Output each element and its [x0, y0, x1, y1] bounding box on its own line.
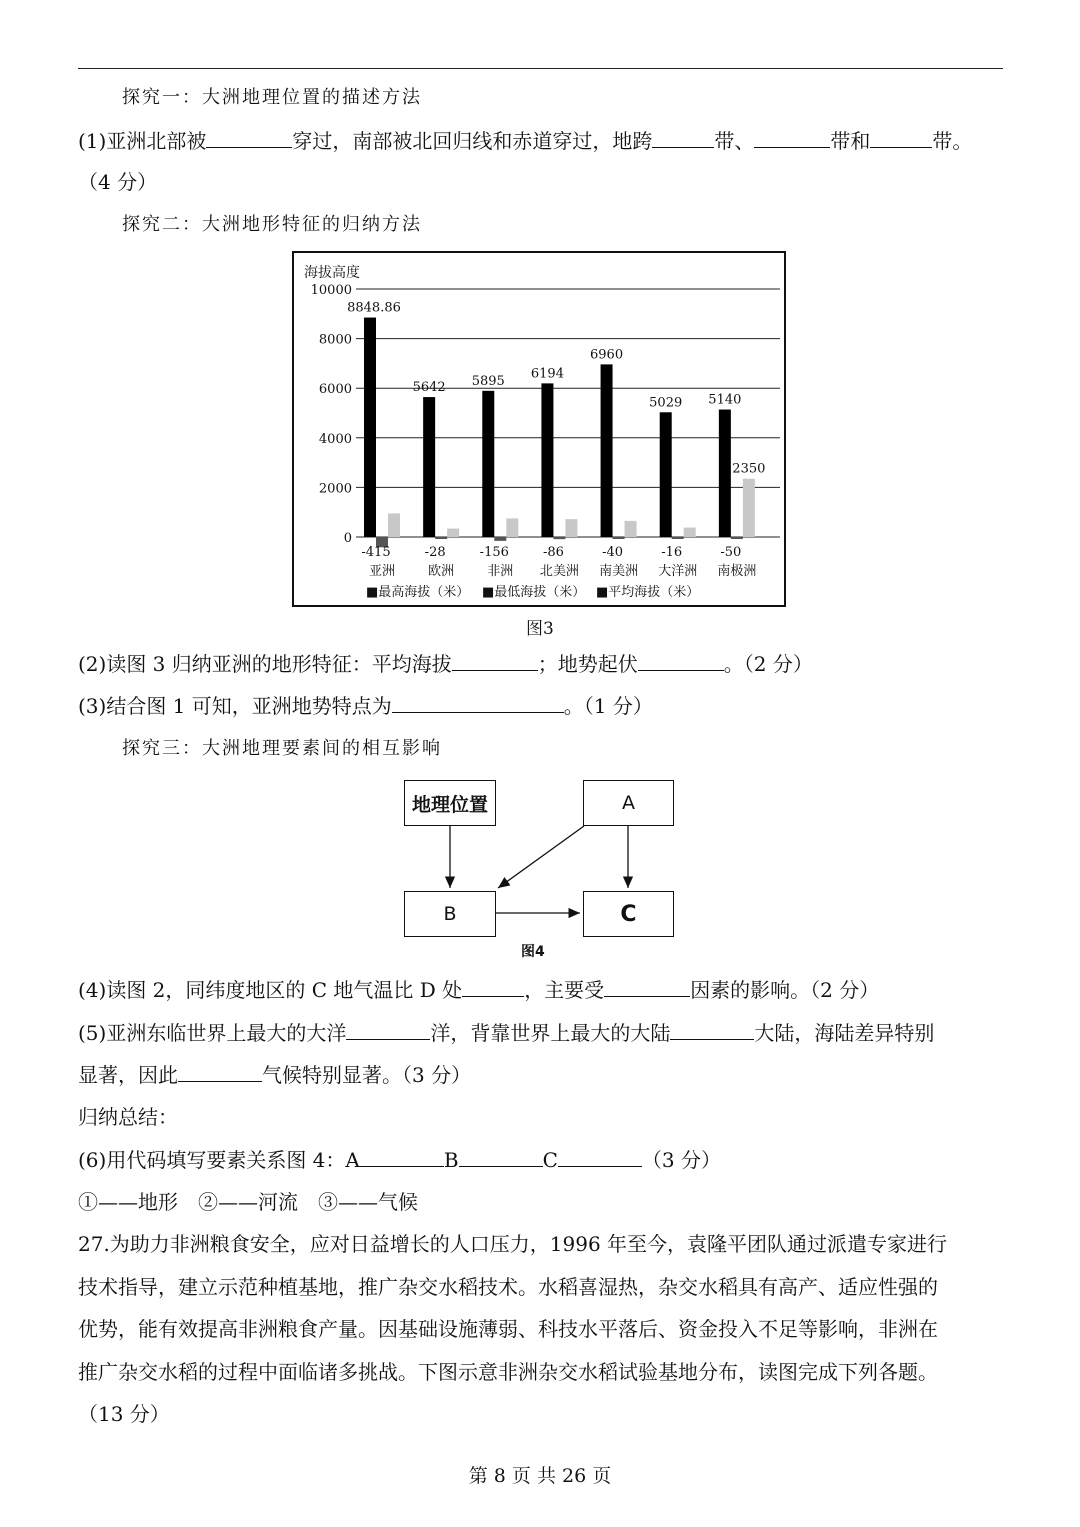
q27-line3: 优势，能有效提高非洲粮食产量。因基础设施薄弱、科技水平落后、资金投入不足等影响，非洲在 [78, 1317, 938, 1341]
answer-blank[interactable] [178, 1061, 262, 1082]
question-6-options: ①——地形 ②——河流 ③——气候 [78, 1190, 418, 1214]
answer-blank[interactable] [346, 1019, 430, 1040]
box-c: C [583, 891, 674, 937]
bar-max-3 [541, 383, 553, 537]
diagram-caption: 图4 [521, 944, 545, 960]
max-value-label: 6194 [530, 366, 564, 382]
y-tick-label: 8000 [318, 332, 352, 348]
bar-avg-3 [565, 519, 577, 537]
bar-max-1 [423, 397, 435, 537]
bar-max-6 [719, 410, 731, 537]
min-value-label: -415 [361, 545, 391, 560]
category-label: 非洲 [487, 564, 514, 579]
section1-heading: 探究一：大洲地理位置的描述方法 [122, 87, 422, 108]
page-footer: 第 8 页 共 26 页 [468, 1465, 612, 1487]
bar-max-0 [364, 318, 376, 537]
elevation-chart-svg [294, 253, 784, 605]
relationship-diagram [380, 772, 700, 962]
max-value-label: 8848.86 [347, 300, 401, 316]
bar-avg-5 [684, 528, 696, 537]
section3-heading: 探究三：大洲地理要素间的相互影响 [122, 738, 442, 759]
question-5-line1: (5)亚洲东临世界上最大的大洋 洋，背靠世界上最大的大陆 大陆，海陆差异特别 [78, 1021, 935, 1045]
question-6: (6)用代码填写要素关系图 4：A B C （3 分） [78, 1148, 721, 1172]
answer-blank[interactable] [462, 976, 524, 997]
answer-blank[interactable] [206, 127, 292, 148]
bar-min-6 [731, 537, 743, 539]
bar-min-2 [494, 537, 506, 541]
legend-entry-0: ■最高海拔（米） [366, 585, 470, 600]
max-value-label: 5029 [649, 395, 683, 411]
max-value-label: 5140 [708, 392, 742, 408]
bar-avg-4 [625, 521, 637, 537]
category-label: 亚洲 [368, 564, 396, 579]
answer-blank[interactable] [452, 650, 538, 671]
q27-line2: 技术指导，建立示范种植基地，推广杂交水稻技术。水稻喜湿热，杂交水稻具有高产、适应性强的 [78, 1275, 938, 1299]
bar-min-4 [613, 537, 625, 539]
q27-score: （13 分） [78, 1402, 170, 1426]
legend-entry-2: ■平均海拔（米） [596, 585, 700, 600]
bar-max-5 [660, 412, 672, 537]
question-3: (3)结合图 1 可知，亚洲地势特点为 。（1 分） [78, 694, 653, 718]
answer-blank[interactable] [652, 127, 714, 148]
y-tick-label: 0 [343, 531, 352, 546]
y-tick-label: 6000 [318, 382, 352, 398]
max-value-label: 5642 [412, 380, 446, 396]
answer-blank[interactable] [754, 127, 830, 148]
answer-blank[interactable] [638, 650, 724, 671]
y-tick-label: 2000 [318, 481, 352, 497]
bar-avg-2 [506, 518, 518, 537]
chart-caption: 图3 [526, 619, 554, 639]
answer-blank[interactable] [870, 127, 932, 148]
answer-blank[interactable] [558, 1146, 642, 1167]
y-tick-label: 10000 [310, 283, 352, 298]
max-value-label: 5895 [471, 373, 505, 389]
q27-line4: 推广杂交水稻的过程中面临诸多挑战。下图示意非洲杂交水稻试验基地分布，读图完成下列各题。 [78, 1360, 938, 1384]
category-label: 大洋洲 [658, 564, 698, 579]
answer-blank[interactable] [670, 1019, 754, 1040]
answer-blank[interactable] [459, 1146, 543, 1167]
question-1: (1)亚洲北部被 穿过，南部被北回归线和赤道穿过，地跨 带、 带和 带。 [78, 129, 973, 153]
section2-heading: 探究二：大洲地形特征的归纳方法 [122, 214, 422, 235]
bar-min-1 [435, 537, 447, 539]
bar-min-5 [672, 537, 684, 539]
box-geo-position: 地理位置 [404, 780, 496, 826]
max-value-label: 6960 [590, 347, 624, 363]
min-value-label: -40 [602, 545, 624, 560]
question-1-score: （4 分） [78, 170, 158, 194]
summary-label: 归纳总结： [78, 1105, 178, 1129]
min-value-label: -16 [661, 545, 683, 560]
answer-blank[interactable] [360, 1146, 444, 1167]
arrow-a-to-b [498, 826, 584, 888]
min-value-label: -156 [479, 545, 509, 560]
answer-blank[interactable] [604, 976, 690, 997]
question-2: (2)读图 3 归纳亚洲的地形特征：平均海拔 ；地势起伏 。（2 分） [78, 652, 813, 676]
answer-blank[interactable] [392, 692, 564, 713]
min-value-label: -86 [542, 545, 564, 560]
question-5-line2: 显著，因此 气候特别显著。（3 分） [78, 1063, 472, 1087]
bar-max-2 [482, 391, 494, 537]
box-b: B [404, 891, 496, 937]
category-label: 南极洲 [717, 564, 757, 579]
question-4: (4)读图 2，同纬度地区的 C 地气温比 D 处 ，主要受 因素的影响。（2 分） [78, 978, 880, 1002]
q27-line1: 27.为助力非洲粮食安全，应对日益增长的人口压力，1996 年至今，袁隆平团队通过派遣专家进行 [78, 1232, 948, 1256]
top-rule [78, 68, 1003, 69]
elevation-chart [292, 251, 786, 607]
bar-min-3 [553, 537, 565, 539]
category-label: 南美洲 [599, 564, 639, 579]
bar-max-4 [601, 364, 613, 537]
bar-avg-1 [447, 529, 459, 537]
min-value-label: -28 [424, 545, 446, 560]
min-value-label: -50 [720, 545, 742, 560]
box-a: A [583, 780, 674, 826]
bar-avg-6 [743, 479, 755, 537]
y-tick-label: 4000 [318, 431, 352, 447]
avg-value-label: 2350 [732, 461, 766, 477]
y-axis-label: 海拔高度 [304, 265, 360, 281]
bar-avg-0 [388, 513, 400, 537]
legend-entry-1: ■最低海拔（米） [482, 585, 586, 600]
category-label: 北美洲 [539, 564, 579, 579]
category-label: 欧洲 [428, 564, 455, 579]
